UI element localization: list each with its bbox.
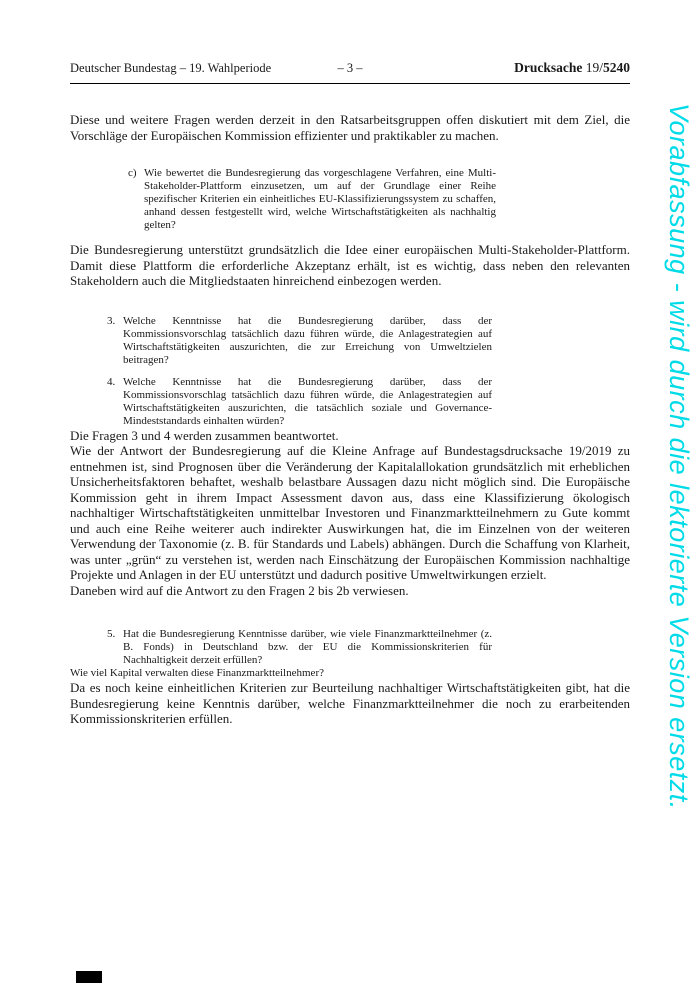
paragraph-intro: Diese und weitere Fragen werden derzeit in den Ratsarbeitsgruppen offen diskutiert mit dem Ziel, die Vorschläge der Europäischen Kommission effizienter und praktikabler zu machen. [70, 112, 630, 143]
header-page-number: – 3 – [337, 61, 363, 75]
question-5-subquestion: Wie viel Kapital verwalten diese Finanzmarktteilnehmer? [70, 667, 324, 679]
drucksache-session: 19/ [585, 60, 603, 75]
question-c-text: Wie bewertet die Bundesregierung das vorgeschlagene Verfahren, eine Multi-Stakeholder-Plattform einzusetzen, um auf der Grundlage einer Reihe spezifischer Kriterien ein einheitliches EU-Klassifizierungssystem zu schaffen, anhand dessen festgestellt wird, welche Wirtschaftstätigkeiten als nachhaltig gelten? [144, 167, 496, 231]
question-c-label: c) [128, 167, 137, 179]
question-4-label: 4. [107, 375, 116, 388]
question-3-block [107, 315, 492, 367]
answer-5-paragraph: Da es noch keine einheitlichen Kriterien zur Beurteilung nachhaltiger Wirtschaftstätigkeiten gibt, hat die Bundesregierung keine Kenntnis darüber, welche Finanzmarktteilnehmer die noch zu erarbeitenden Kommissionskriterien erfüllen. [70, 680, 630, 726]
question-5-label: 5. [107, 628, 116, 640]
drucksache-label: Drucksache [514, 60, 583, 75]
answer-34-body-paragraph: Wie der Antwort der Bundesregierung auf die Kleine Anfrage auf Bundestagsdrucksache 19/2019 zu entnehmen ist, sind Prognosen über die Veränderung der Kapitalallokation grundsätzlich mit erheblichen Unsicherheitsfaktoren behaftet, weshalb belastbare Aussagen dazu nicht möglich sind. Die Europäische Kommission geht in ihrem Impact Assessment davon aus, dass eine Klassifizierung ökologisch nachhaltiger Wirtschaftstätigkeiten unmittelbar Investoren und Finanzmarktteilnehmern zu Gute kommt und auch eine Reihe weiterer auch indirekter Auswirkungen hat, die im Einzelnen von der weiteren Verwendung der Taxonomie (z. B. für Standards und Labels) abhängen. Durch die Schaffung von Klarheit, was unter „grün“ zu verstehen ist, werden nach Einschätzung der Europäischen Kommission nachhaltige Projekte und Anlagen in der EU unterstützt und dadurch positive Umweltwirkungen erzielt. [70, 443, 630, 582]
drucksache-number: 5240 [603, 60, 630, 75]
printer-mark [76, 971, 102, 983]
question-4-block [107, 376, 492, 428]
question-4-text: Welche Kenntnisse hat die Bundesregierung darüber, dass der Kommissionsvorschlag tatsächlich dazu führen würde, die Anlagestrategien auf Wirtschaftstätigkeiten auszurichten, die tatsächlich soziale und Governance-Mindeststandards einhalten würden? [123, 375, 492, 427]
question-3-label: 3. [107, 314, 116, 327]
page-header [70, 60, 630, 84]
question-5-block [107, 628, 492, 667]
document-body [70, 112, 630, 727]
question-c-block [128, 167, 496, 232]
vorabfassung-watermark: Vorabfassung - wird durch die lektorierte Version ersetzt. [664, 103, 694, 810]
question-3-text: Welche Kenntnisse hat die Bundesregierung darüber, dass der Kommissionsvorschlag tatsächlich dazu führen würde, die Anlagestrategien auf Wirtschaftstätigkeiten auszurichten, die zur Erreichung von Umweltzielen beitragen? [123, 314, 492, 366]
header-parliament-label: Deutscher Bundestag – 19. Wahlperiode [70, 61, 272, 75]
header-document-number [363, 60, 631, 76]
answer-c-paragraph: Die Bundesregierung unterstützt grundsätzlich die Idee einer europäischen Multi-Stakeholder-Plattform. Damit diese Plattform die erforderliche Akzeptanz erhält, ist es wichtig, dass neben den relevanten Stakeholdern auch die Mitgliedstaaten hinreichend einbezogen werden. [70, 242, 630, 288]
answer-34-intro-paragraph: Die Fragen 3 und 4 werden zusammen beantwortet. [70, 427, 339, 443]
answer-34-reference-paragraph: Daneben wird auf die Antwort zu den Fragen 2 bis 2b verwiesen. [70, 582, 409, 598]
question-5-text: Hat die Bundesregierung Kenntnisse darüber, wie viele Finanzmarktteilnehmer (z. B. Fonds) in Deutschland bzw. der EU die Kommissionskriterien für Nachhaltigkeit derzeit erfüllen? [123, 628, 492, 666]
